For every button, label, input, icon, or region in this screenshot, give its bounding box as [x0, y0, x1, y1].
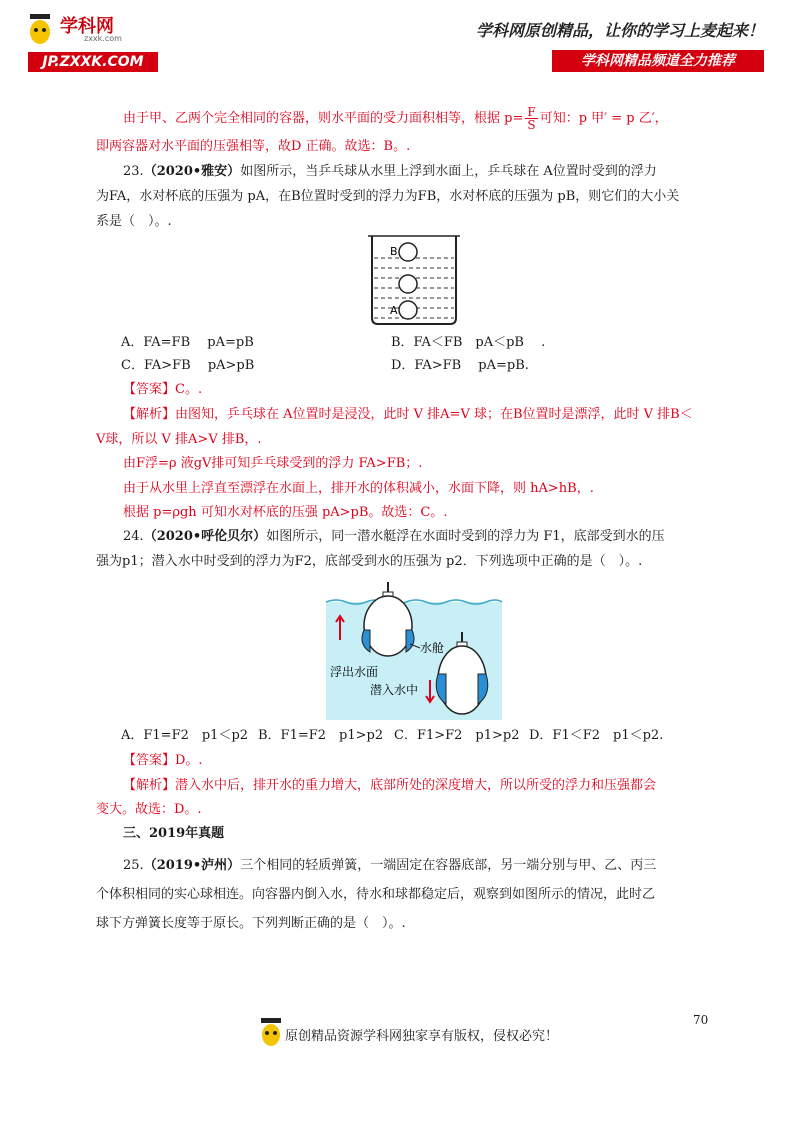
q23-line1: [123, 163, 657, 181]
header-logo: [48, 10, 158, 46]
prev-solution-text-a: 由于甲、乙两个完全相同的容器，则水平面的受力面积相等，根据 p=: [123, 111, 524, 126]
fraction: [525, 106, 537, 131]
mascot-icon: [26, 10, 54, 46]
ball-b: [399, 243, 417, 261]
q23-analysis-4: 由于从水里上浮直至漂浮在水面上，排开水的体积减小，水面下降，则 hA>hB，.: [123, 481, 594, 496]
section-title: 三、2019年真题: [123, 826, 225, 841]
q25-number: 25.: [123, 858, 144, 873]
header-slogan: 学科网原创精品，让你的学习上麦起来！: [475, 21, 764, 40]
q24-option-c: C．F1>F2 p1>p2: [394, 728, 520, 743]
fraction-denominator: S: [527, 118, 536, 132]
q23-line3: 系是（ ）。.: [96, 214, 172, 229]
prev-solution-line1: [123, 106, 668, 131]
q23-source: （2020•雅安）: [143, 164, 241, 179]
label-a: A: [390, 304, 398, 317]
footer-copyright: 原创精品资源学科网独家享有版权，侵权必究！: [285, 1029, 559, 1044]
ball-a: [399, 301, 417, 319]
q24-line1: [123, 528, 665, 546]
q24-option-d: D．F1＜F2 p1＜p2.: [529, 728, 664, 743]
prev-solution-line2: 即两容器对水平面的压强相等，故D 正确。故选：B。.: [96, 139, 411, 154]
q25-line1: [123, 857, 656, 875]
q24-analysis-1: 【解析】潜入水中后，排开水的重力增大，底部所处的深度增大，所以所受的浮力和压强都会: [123, 778, 657, 793]
q23-analysis-5: 根据 p=ρgh 可知水对杯底的压强 pA>pB。故选：C。.: [123, 505, 448, 520]
footer-mascot-icon: [258, 1014, 284, 1048]
q23-number: 23.: [123, 164, 144, 179]
logo-url-bar: JP.ZXXK.COM: [28, 52, 158, 72]
q23-analysis-3: 由F浮=ρ 液gV排可知乒乓球受到的浮力 FA>FB；.: [123, 456, 423, 471]
q23-option-d: D．FA>FB pA=pB.: [391, 358, 529, 373]
q24-line2: 强为p1；潜入水中时受到的浮力为F2，底部受到水的压强为 p2．下列选项中正确的是（ ）。.: [96, 554, 643, 569]
q23-option-c: C．FA>FB pA>pB: [121, 358, 255, 373]
q23-option-b: B．FA＜FB pA＜pB .: [391, 335, 546, 350]
label-b: B: [390, 245, 398, 258]
q25-line2: 个体积相同的实心球相连。向容器内倒入水，待水和球都稳定后，观察到如图所示的情况，此时乙: [96, 887, 656, 902]
q23-text1: 如图所示，当乒乓球从水里上浮到水面上，乒乓球在 A位置时受到的浮力: [240, 164, 657, 179]
q23-analysis-2: V球，所以 V 排A>V 排B，.: [96, 432, 262, 447]
ball-middle: [399, 275, 417, 293]
page-number: 70: [693, 1013, 709, 1027]
q25-line3: 球下方弹簧长度等于原长。下列判断正确的是（ ）。.: [96, 916, 406, 931]
q23-line2: 为FA，水对杯底的压强为 pA，在B位置时受到的浮力为FB，水对杯底的压强为 pB，则它们的大小关: [96, 189, 680, 204]
q24-number: 24.: [123, 529, 144, 544]
label-tank: 水舱: [420, 641, 445, 655]
fraction-numerator: F: [527, 105, 536, 119]
q24-text1: 如图所示，同一潜水艇浮在水面时受到的浮力为 F1，底部受到水的压: [266, 529, 665, 544]
prev-solution-text-b: 可知：p 甲′ = p 乙′，: [539, 111, 668, 126]
q24-answer: 【答案】D。.: [123, 753, 203, 768]
q24-figure-submarine: [326, 580, 502, 720]
label-surface: 浮出水面: [330, 665, 379, 679]
q24-source: （2020•呼伦贝尔）: [143, 529, 267, 544]
q24-option-a: A．F1=F2 p1＜p2: [121, 728, 249, 743]
q24-option-b: B．F1=F2 p1>p2: [258, 728, 384, 743]
q24-analysis-2: 变大。故选：D。.: [96, 802, 202, 817]
q23-option-a: A．FA=FB pA=pB: [121, 335, 254, 350]
q25-text1: 三个相同的轻质弹簧，一端固定在容器底部，另一端分别与甲、乙、丙三: [240, 858, 657, 873]
q25-source: （2019•泸州）: [143, 858, 241, 873]
logo-name: 学科网: [60, 16, 114, 37]
logo-sub: zxxk.com: [84, 34, 122, 43]
label-dive: 潜入水中: [370, 683, 419, 697]
header-banner: 学科网精品频道全力推荐: [552, 50, 764, 72]
q23-analysis-1: 【解析】由图知，乒乓球在 A位置时是浸没，此时 V 排A=V 球；在B位置时是漂浮，此时 V 排B＜: [123, 407, 693, 422]
q23-figure-beaker: [368, 232, 468, 328]
q23-answer: 【答案】C。.: [123, 382, 203, 397]
